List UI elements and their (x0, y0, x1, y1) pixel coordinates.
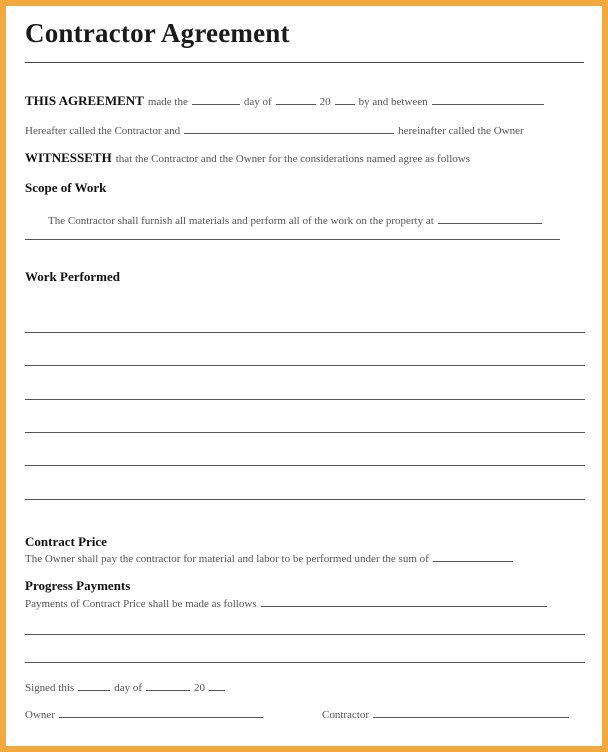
signed-this-label: Signed this (25, 682, 75, 694)
work-performed-heading: Work Performed (25, 269, 120, 284)
witnesseth-lead: WITNESSETH (25, 150, 112, 165)
contractor-signature-field[interactable] (373, 707, 569, 718)
contract-price-line (25, 549, 513, 567)
work-performed-line-2[interactable] (25, 365, 585, 366)
agreement-month-field[interactable] (276, 94, 316, 105)
contract-sum-field[interactable] (433, 551, 513, 562)
owner-signature-line (25, 705, 263, 723)
owner-name-field[interactable] (184, 123, 394, 134)
owner-signature-field[interactable] (59, 707, 263, 718)
party-name-field[interactable] (432, 94, 544, 105)
witnesseth-line (25, 149, 470, 167)
agreement-lead: THIS AGREEMENT (25, 93, 144, 108)
payment-terms-line-3[interactable] (25, 662, 585, 663)
scope-line (48, 211, 542, 229)
owner-label: Owner (25, 709, 55, 721)
progress-payments-heading: Progress Payments (25, 578, 131, 593)
contract-price-heading: Contract Price (25, 534, 107, 549)
hereafter-line (25, 121, 524, 139)
signed-day-of-label: day of (114, 682, 142, 694)
progress-payments-text: Payments of Contract Price shall be made as follows (25, 598, 257, 610)
witnesseth-text: that the Contractor and the Owner for the considerations named agree as follows (115, 153, 471, 165)
contractor-label: Contractor (322, 709, 370, 721)
title-divider (25, 62, 584, 63)
contractor-signature-line (322, 705, 569, 723)
payment-terms-field[interactable] (261, 596, 547, 607)
document-title: Contractor Agreement (25, 18, 290, 48)
agreement-form-page (6, 6, 602, 746)
scope-text: The Contractor shall furnish all materials and perform all of the work on the property at (48, 215, 434, 227)
year-prefix-label: 20 (319, 96, 331, 108)
contract-price-text: The Owner shall pay the contractor for material and labor to be performed under the sum of (25, 553, 429, 565)
signed-line (25, 678, 225, 696)
work-performed-line-4[interactable] (25, 432, 585, 433)
made-the-label: made the (147, 96, 188, 108)
signed-year-prefix-label: 20 (194, 682, 205, 694)
work-performed-line-3[interactable] (25, 399, 585, 400)
agreement-line (25, 92, 544, 110)
hereinafter-owner-label: hereinafter called the Owner (398, 125, 524, 137)
hereafter-contractor-label: Hereafter called the Contractor and (25, 125, 181, 137)
agreement-year-field[interactable] (335, 94, 355, 105)
property-address-line-2[interactable] (25, 239, 560, 240)
signed-month-field[interactable] (146, 680, 190, 691)
work-performed-line-6[interactable] (25, 499, 585, 500)
scope-heading: Scope of Work (25, 180, 107, 195)
by-and-between-label: by and between (358, 96, 428, 108)
progress-payments-line (25, 594, 547, 612)
agreement-day-field[interactable] (192, 94, 240, 105)
signed-year-field[interactable] (209, 680, 225, 691)
signed-day-field[interactable] (78, 680, 110, 691)
payment-terms-line-2[interactable] (25, 634, 585, 635)
property-address-field[interactable] (438, 213, 542, 224)
work-performed-line-1[interactable] (25, 332, 585, 333)
work-performed-line-5[interactable] (25, 465, 585, 466)
day-of-label: day of (243, 96, 272, 108)
